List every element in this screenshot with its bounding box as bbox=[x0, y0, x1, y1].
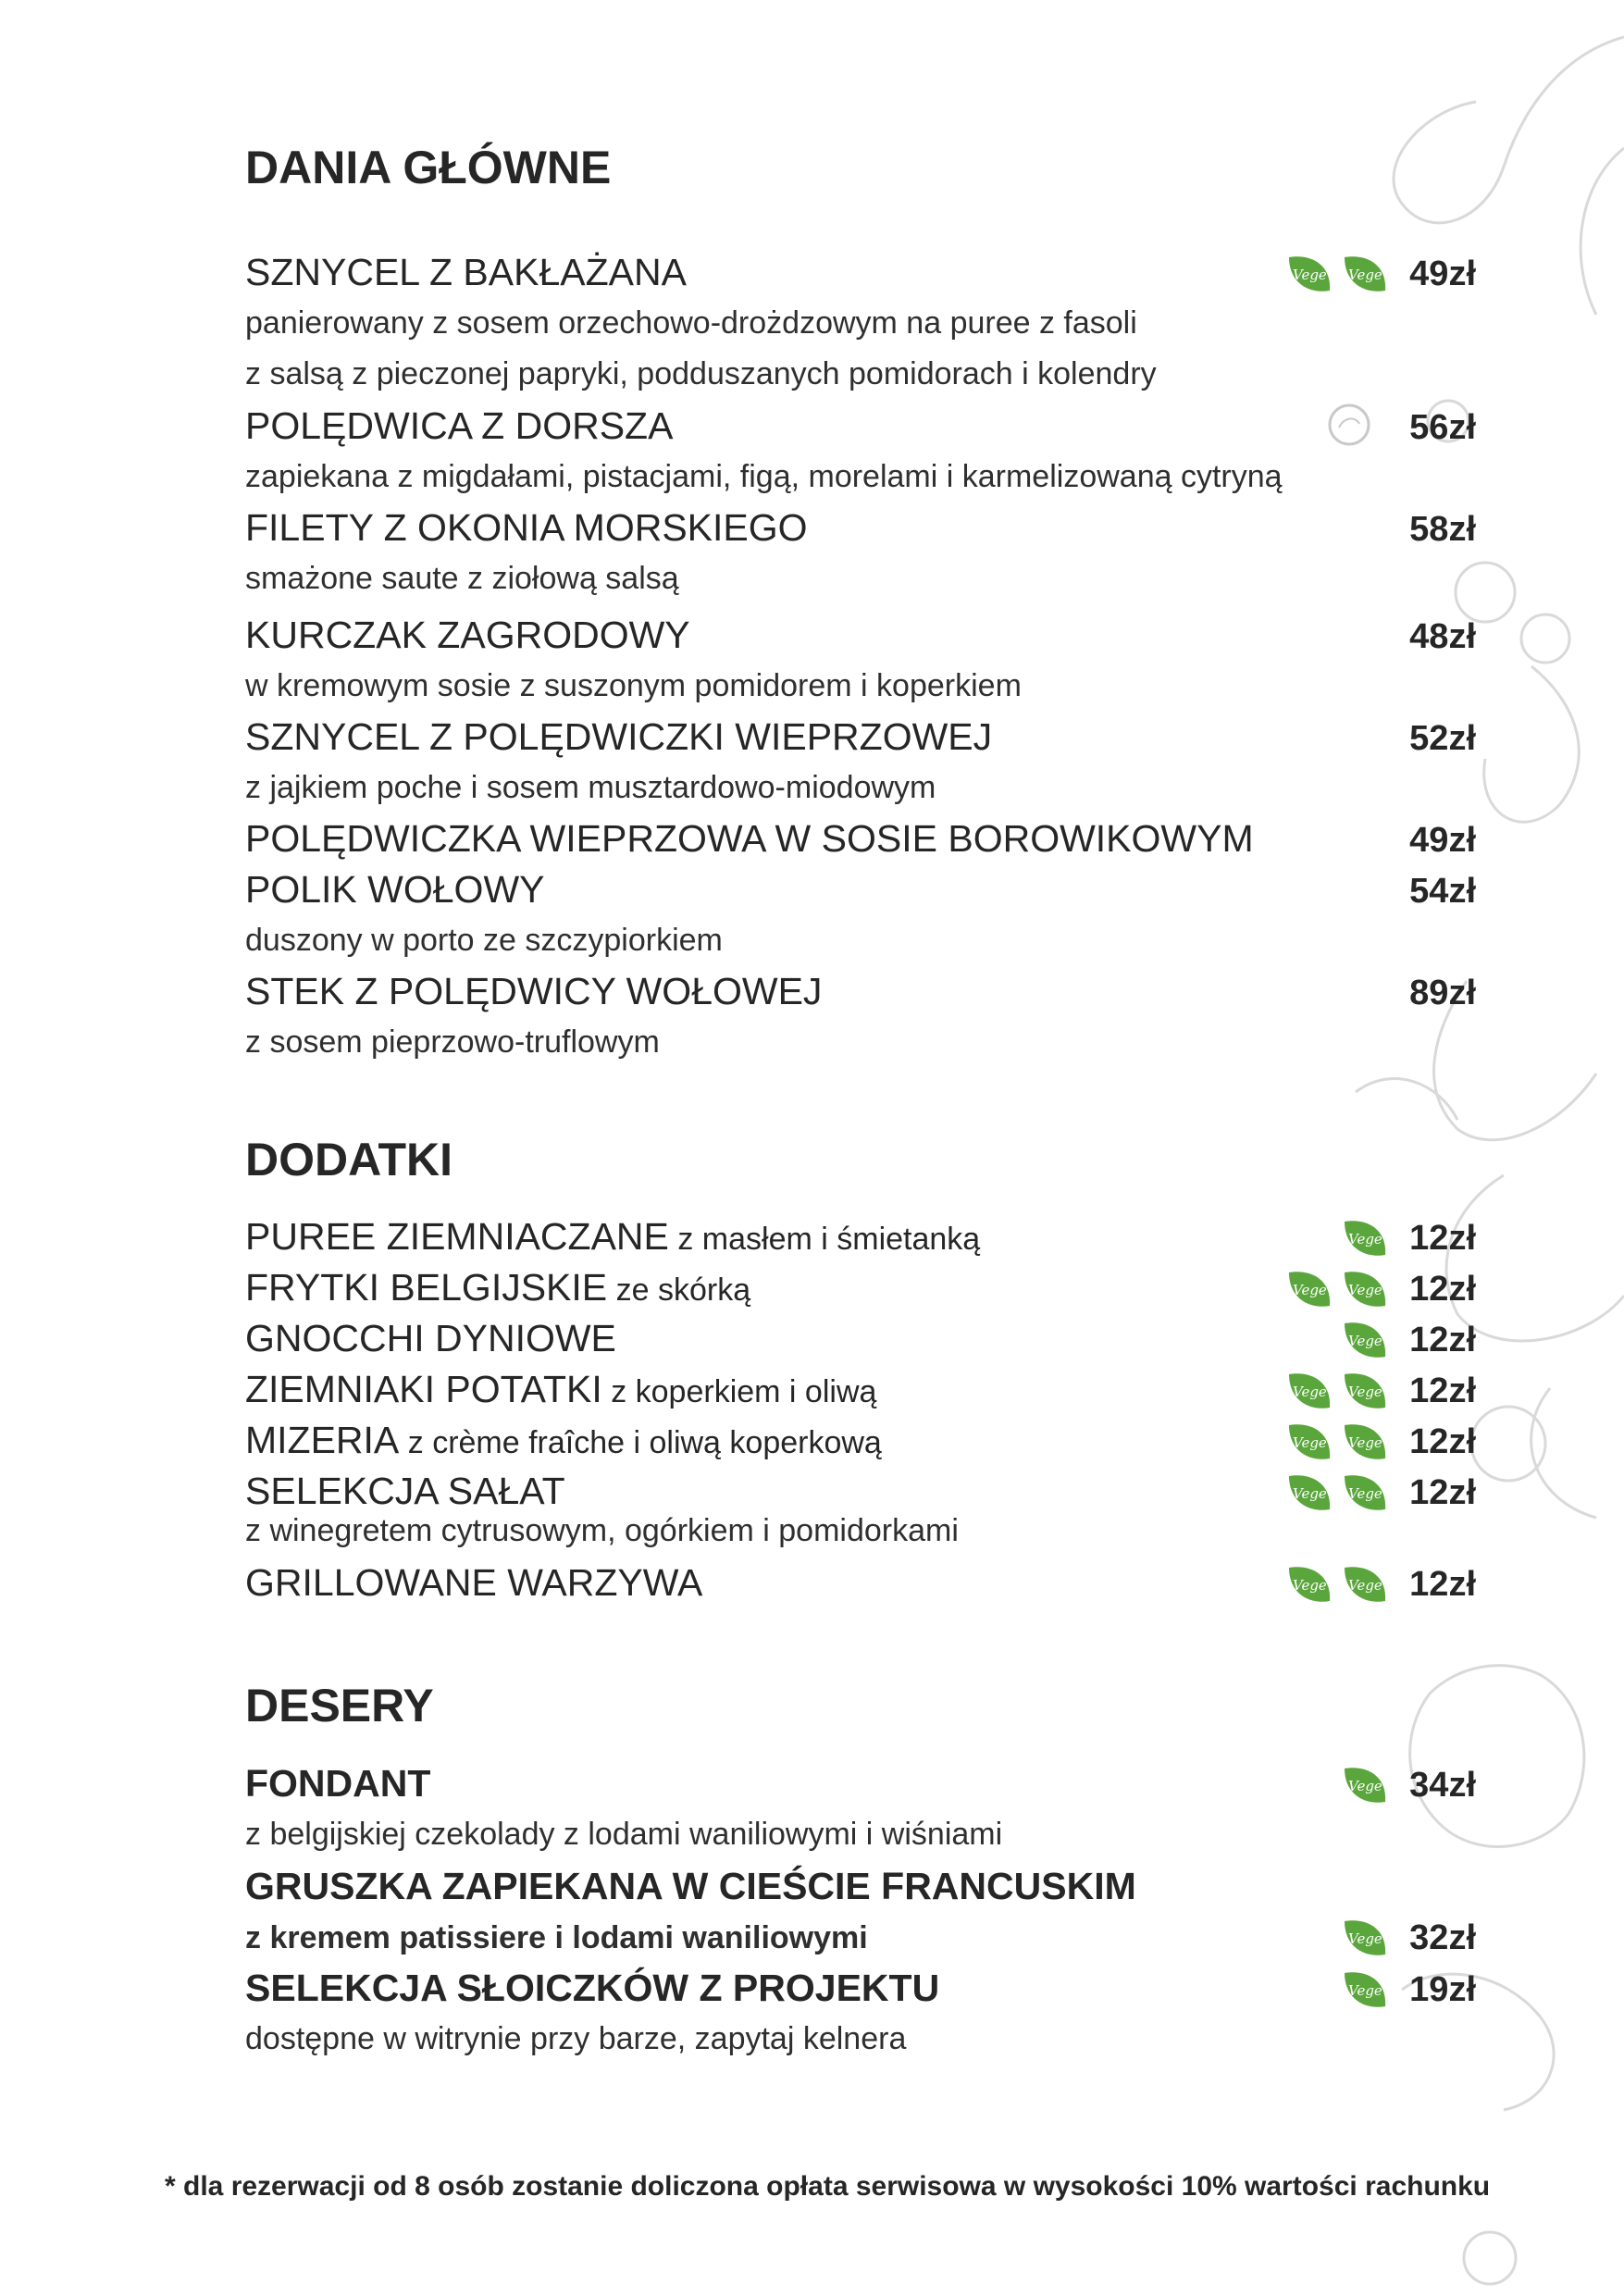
menu-item bbox=[245, 816, 1476, 863]
fish-icon bbox=[1326, 402, 1372, 448]
vege-icon bbox=[1283, 1267, 1335, 1311]
svg-text:Vege: Vege bbox=[1348, 1282, 1382, 1298]
vege-icon bbox=[1283, 1471, 1335, 1515]
item-name: FONDANT bbox=[245, 1762, 431, 1805]
item-name: KURCZAK ZAGRODOWY bbox=[245, 614, 690, 656]
item-name: ZIEMNIAKI POTATKI z koperkiem i oliwą bbox=[245, 1368, 877, 1410]
service-fee-footnote: * dla rezerwacji od 8 osób zostanie doliczona opłata serwisowa w wysokości 10% wartości rachunku bbox=[165, 2171, 1491, 2202]
svg-text:Vege: Vege bbox=[1293, 1577, 1327, 1594]
item-name: MIZERIA z crème fraîche i oliwą koperkową bbox=[245, 1419, 882, 1461]
svg-text:Vege: Vege bbox=[1293, 1282, 1327, 1298]
item-description: z belgijskiej czekolady z lodami waniliowymi i wiśniami bbox=[245, 1817, 1003, 1852]
item-description: zapiekana z migdałami, pistacjami, figą, morelami i karmelizowaną cytryną bbox=[245, 459, 1283, 494]
svg-text:Vege: Vege bbox=[1348, 1485, 1382, 1502]
menu-item bbox=[245, 1761, 1476, 1807]
vege-icon bbox=[1339, 1216, 1391, 1260]
item-name: GRUSZKA ZAPIEKANA W CIEŚCIE FRANCUSKIM bbox=[245, 1865, 1136, 1907]
menu-item bbox=[245, 1469, 1476, 1515]
vege-icon bbox=[1283, 252, 1335, 296]
menu-item bbox=[245, 505, 1476, 552]
item-price: 34zł bbox=[1409, 1766, 1476, 1805]
item-price: 12zł bbox=[1409, 1219, 1476, 1258]
item-name: GNOCCHI DYNIOWE bbox=[245, 1317, 616, 1359]
menu-item bbox=[245, 613, 1476, 659]
menu-item bbox=[245, 1265, 1476, 1311]
item-description: smażone saute z ziołową salsą bbox=[245, 561, 679, 596]
svg-text:Vege: Vege bbox=[1348, 1434, 1382, 1451]
item-description: dostępne w witrynie przy barze, zapytaj kelnera bbox=[245, 2021, 907, 2056]
svg-text:Vege: Vege bbox=[1293, 1485, 1327, 1502]
vege-icon bbox=[1339, 1916, 1391, 1960]
svg-text:Vege: Vege bbox=[1348, 1333, 1382, 1349]
item-name: POLIK WOŁOWY bbox=[245, 868, 545, 911]
section-title-desserts: DESERY bbox=[245, 1680, 434, 1731]
item-price: 54zł bbox=[1409, 872, 1476, 911]
vege-icon bbox=[1339, 1267, 1391, 1311]
section-title-main: DANIA GŁÓWNE bbox=[245, 142, 612, 193]
svg-text:Vege: Vege bbox=[1293, 267, 1327, 283]
svg-text:Vege: Vege bbox=[1348, 1231, 1382, 1247]
svg-text:Vege: Vege bbox=[1348, 1930, 1382, 1947]
vege-icon bbox=[1283, 1562, 1335, 1607]
item-suffix: ze skórką bbox=[607, 1272, 751, 1308]
item-description: w kremowym sosie z suszonym pomidorem i koperkiem bbox=[245, 668, 1022, 703]
item-suffix: z masłem i śmietanką bbox=[668, 1222, 981, 1257]
item-description: z sosem pieprzowo-truflowym bbox=[245, 1024, 660, 1060]
item-name: POLĘDWICZKA WIEPRZOWA W SOSIE BOROWIKOWYM bbox=[245, 817, 1254, 860]
item-price: 89zł bbox=[1409, 974, 1476, 1012]
item-price: 58zł bbox=[1409, 510, 1476, 549]
menu-item bbox=[245, 1418, 1476, 1464]
menu-item bbox=[245, 969, 1476, 1015]
item-description: z jajkiem poche i sosem musztardowo-miodowym bbox=[245, 770, 936, 805]
vege-icon bbox=[1339, 1420, 1391, 1464]
item-name: SELEKCJA SŁOICZKÓW Z PROJEKTU bbox=[245, 1967, 940, 2009]
item-suffix: z koperkiem i oliwą bbox=[601, 1374, 877, 1409]
vege-icon bbox=[1339, 1471, 1391, 1515]
vege-icon bbox=[1339, 252, 1391, 296]
menu-item bbox=[245, 1214, 1476, 1260]
menu-item bbox=[245, 867, 1476, 913]
item-price: 32zł bbox=[1409, 1918, 1476, 1957]
item-price: 12zł bbox=[1409, 1565, 1476, 1604]
item-name: GRILLOWANE WARZYWA bbox=[245, 1561, 703, 1604]
svg-text:Vege: Vege bbox=[1348, 1982, 1382, 1999]
section-title-sides: DODATKI bbox=[245, 1134, 453, 1185]
menu-item bbox=[245, 714, 1476, 761]
vege-icon bbox=[1339, 1369, 1391, 1413]
vege-icon bbox=[1283, 1420, 1335, 1464]
vege-icon bbox=[1339, 1763, 1391, 1807]
item-description: z salsą z pieczonej papryki, podduszanych pomidorach i kolendry bbox=[245, 356, 1157, 391]
item-price: 12zł bbox=[1409, 1270, 1476, 1309]
menu-item bbox=[245, 1316, 1476, 1362]
menu-item bbox=[245, 1560, 1476, 1607]
item-description: z kremem patissiere i lodami waniliowymi bbox=[245, 1920, 868, 1955]
item-name: SZNYCEL Z POLĘDWICZKI WIEPRZOWEJ bbox=[245, 715, 993, 758]
item-name: POLĘDWICA Z DORSZA bbox=[245, 404, 674, 447]
item-price: 48zł bbox=[1409, 617, 1476, 656]
item-name: FILETY Z OKONIA MORSKIEGO bbox=[245, 506, 808, 549]
item-name: SELEKCJA SAŁAT bbox=[245, 1470, 565, 1512]
menu-item bbox=[245, 403, 1476, 450]
item-price: 52zł bbox=[1409, 719, 1476, 758]
item-description: panierowany z sosem orzechowo-drożdzowym na puree z fasoli bbox=[245, 305, 1137, 341]
item-name: SZNYCEL Z BAKŁAŻANA bbox=[245, 251, 687, 293]
item-description: z winegretem cytrusowym, ogórkiem i pomidorkami bbox=[245, 1513, 959, 1548]
item-price: 19zł bbox=[1409, 1970, 1476, 2009]
item-suffix: z crème fraîche i oliwą koperkową bbox=[399, 1425, 882, 1460]
item-price: 56zł bbox=[1409, 408, 1476, 447]
vege-icon bbox=[1339, 1562, 1391, 1607]
svg-text:Vege: Vege bbox=[1293, 1434, 1327, 1451]
item-price: 12zł bbox=[1409, 1371, 1476, 1410]
item-price: 12zł bbox=[1409, 1473, 1476, 1512]
menu-item bbox=[245, 1367, 1476, 1413]
svg-text:Vege: Vege bbox=[1348, 1384, 1382, 1400]
item-price: 12zł bbox=[1409, 1422, 1476, 1461]
svg-text:Vege: Vege bbox=[1348, 1778, 1382, 1794]
svg-text:Vege: Vege bbox=[1348, 1577, 1382, 1594]
item-price: 49zł bbox=[1409, 821, 1476, 860]
svg-text:Vege: Vege bbox=[1348, 267, 1382, 283]
vege-icon bbox=[1283, 1369, 1335, 1413]
menu-item bbox=[245, 1966, 1476, 2012]
vege-icon bbox=[1339, 1967, 1391, 2012]
item-name: FRYTKI BELGIJSKIE ze skórką bbox=[245, 1266, 751, 1309]
svg-text:Vege: Vege bbox=[1293, 1384, 1327, 1400]
item-name: STEK Z POLĘDWICY WOŁOWEJ bbox=[245, 970, 823, 1012]
vege-icon bbox=[1339, 1318, 1391, 1362]
item-description: duszony w porto ze szczypiorkiem bbox=[245, 923, 723, 958]
item-price: 49zł bbox=[1409, 254, 1476, 293]
item-name: PUREE ZIEMNIACZANE z masłem i śmietanką bbox=[245, 1215, 981, 1258]
menu-item-detail bbox=[245, 1914, 1476, 1960]
menu-item bbox=[245, 1864, 1476, 1910]
menu-item bbox=[245, 250, 1476, 296]
item-price: 12zł bbox=[1409, 1321, 1476, 1359]
